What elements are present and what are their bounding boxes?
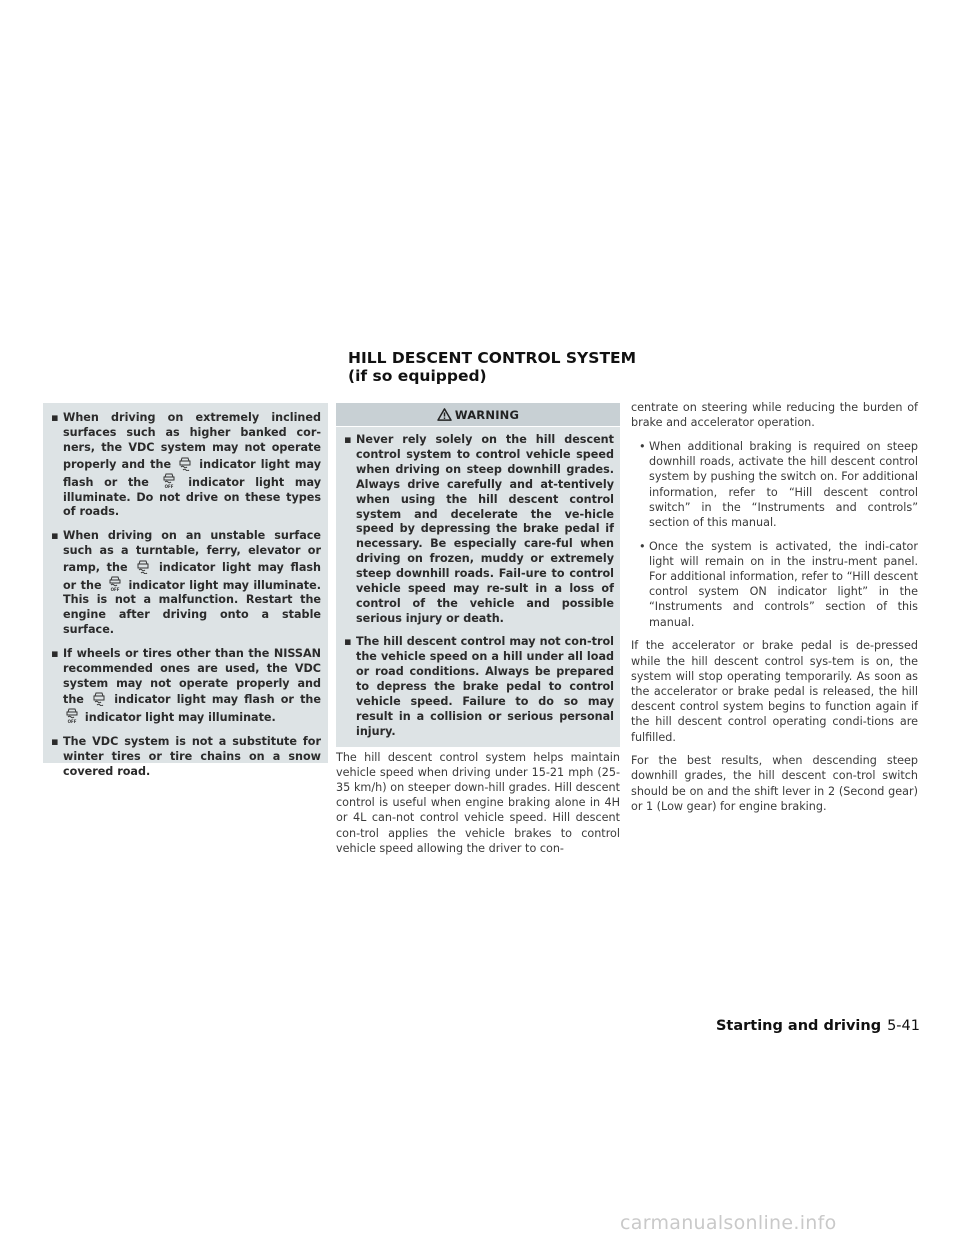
footer-section-name: Starting and driving xyxy=(715,1018,882,1034)
list-item xyxy=(51,411,321,520)
warning-title: WARNING xyxy=(454,407,520,422)
vdc-slip-indicator-icon xyxy=(178,456,192,471)
item-text: When driving on an unstable surface such as a turntable, ferry, elevator or ramp, the xyxy=(63,528,321,574)
list-item xyxy=(51,647,321,727)
vdc-off-indicator-icon xyxy=(162,473,176,489)
vdc-slip-indicator-icon xyxy=(136,559,150,574)
section-heading: HILL DESCENT CONTROL SYSTEM (if so equipped) xyxy=(348,349,637,385)
watermark: carmanualsonline.info xyxy=(620,1212,837,1234)
item-text: The hill descent control may not con-trol the vehicle speed on a hill under all load or road conditions. Always be prepared to depress the brake pedal to control vehicle speed. Failure to do so may result in a collision or serious personal injury. xyxy=(356,635,614,738)
svg-text:OFF: OFF xyxy=(67,719,77,725)
vdc-off-indicator-icon xyxy=(108,576,122,592)
list-item xyxy=(51,529,321,638)
warning-header xyxy=(336,403,620,427)
list-item xyxy=(631,539,918,630)
bullet-icon: ▪ xyxy=(51,646,59,660)
item-text: indicator light may flash or the xyxy=(63,560,321,592)
vdc-caution-box xyxy=(43,403,328,778)
vdc-off-indicator-icon xyxy=(65,708,79,724)
item-text: Once the system is activated, the indi-cator light will remain on in the instru-ment panel. For additional information, refer to “Hill descent control system ON indicator light” in the “Instruments and controls” section of this manual. xyxy=(649,539,918,629)
vdc-slip-indicator-icon xyxy=(92,691,106,706)
bullet-icon: ▪ xyxy=(344,433,352,446)
item-text: If wheels or tires other than the NISSAN recommended ones are used, the VDC system may not operate properly and the xyxy=(63,646,321,707)
item-text: indicator light may illuminate. This is not a malfunction. Restart the engine after driving onto a stable surface. xyxy=(63,578,321,637)
item-text: indicator light may illuminate. Do not drive on these types of roads. xyxy=(63,475,322,519)
body-paragraph: For the best results, when descending steep downhill grades, the hill descent con-trol switch should be on and the shift lever in 2 (Second gear) or 1 (Low gear) for engine braking. xyxy=(631,754,918,813)
page-number: 5-41 xyxy=(887,1018,920,1034)
bullet-icon: • xyxy=(639,439,646,453)
page-footer xyxy=(700,1018,920,1034)
body-paragraph: If the accelerator or brake pedal is de-pressed while the hill descent control sys-tem is on, the system will stop operating temporarily. As soon as the accelerator or brake pedal is released, the hill descent control system begins to function again if the hill descent control operating condi-tions are fulfilled. xyxy=(631,639,918,744)
item-text: When driving on extremely inclined surfaces such as higher banked cor-ners, the VDC system may not operate properly and the xyxy=(63,411,321,471)
list-item xyxy=(344,635,614,739)
warning-triangle-icon xyxy=(437,408,452,421)
warning-box xyxy=(336,403,620,747)
list-item xyxy=(51,735,321,780)
column-2 xyxy=(336,403,620,865)
bullet-icon: ▪ xyxy=(51,411,59,424)
item-text: Never rely solely on the hill descent control system to control vehicle speed when driving on steep downhill grades. Always drive carefully and at-tentively when using the hill descent control system and decelerate the ve-hicle speed by depressing the brake pedal if necessary. Be especially care-ful when driving on frozen, muddy or extremely steep downhill roads. Fail-ure to control vehicle speed may re-sult in a loss of control of the vehicle and possible serious injury or death. xyxy=(356,433,614,625)
bullet-icon: ▪ xyxy=(51,528,59,542)
bullet-icon: • xyxy=(639,539,646,553)
list-item xyxy=(344,433,614,627)
item-text: The VDC system is not a substitute for winter tires or tire chains on a snow covered road. xyxy=(63,734,321,778)
body-paragraph: The hill descent control system helps maintain vehicle speed when driving under 15-21 mph (25-35 km/h) on steeper down-hill grades. Hill descent control is useful when engine braking alone in 4H or 4L can-not control vehicle speed. Hill descent con-trol applies the vehicle brakes to control vehicle speed allowing the driver to con- xyxy=(336,750,620,855)
item-text: indicator light may illuminate. xyxy=(84,711,276,725)
bullet-icon: ▪ xyxy=(51,734,59,748)
svg-text:OFF: OFF xyxy=(110,586,120,592)
list-item xyxy=(631,439,918,530)
svg-text:OFF: OFF xyxy=(164,483,173,489)
item-text: indicator light may flash or the xyxy=(63,457,322,489)
item-text: indicator light may flash or the xyxy=(114,693,321,707)
body-paragraph: centrate on steering while reducing the burden of brake and accelerator operation. xyxy=(631,401,918,430)
item-text: When additional braking is required on steep downhill roads, activate the hill descent control system by pushing the switch on. For additional information, refer to “Hill descent control switch” in the “Instruments and controls” section of this manual. xyxy=(649,439,918,529)
column-3 xyxy=(631,403,918,823)
bullet-icon: ▪ xyxy=(344,635,352,649)
